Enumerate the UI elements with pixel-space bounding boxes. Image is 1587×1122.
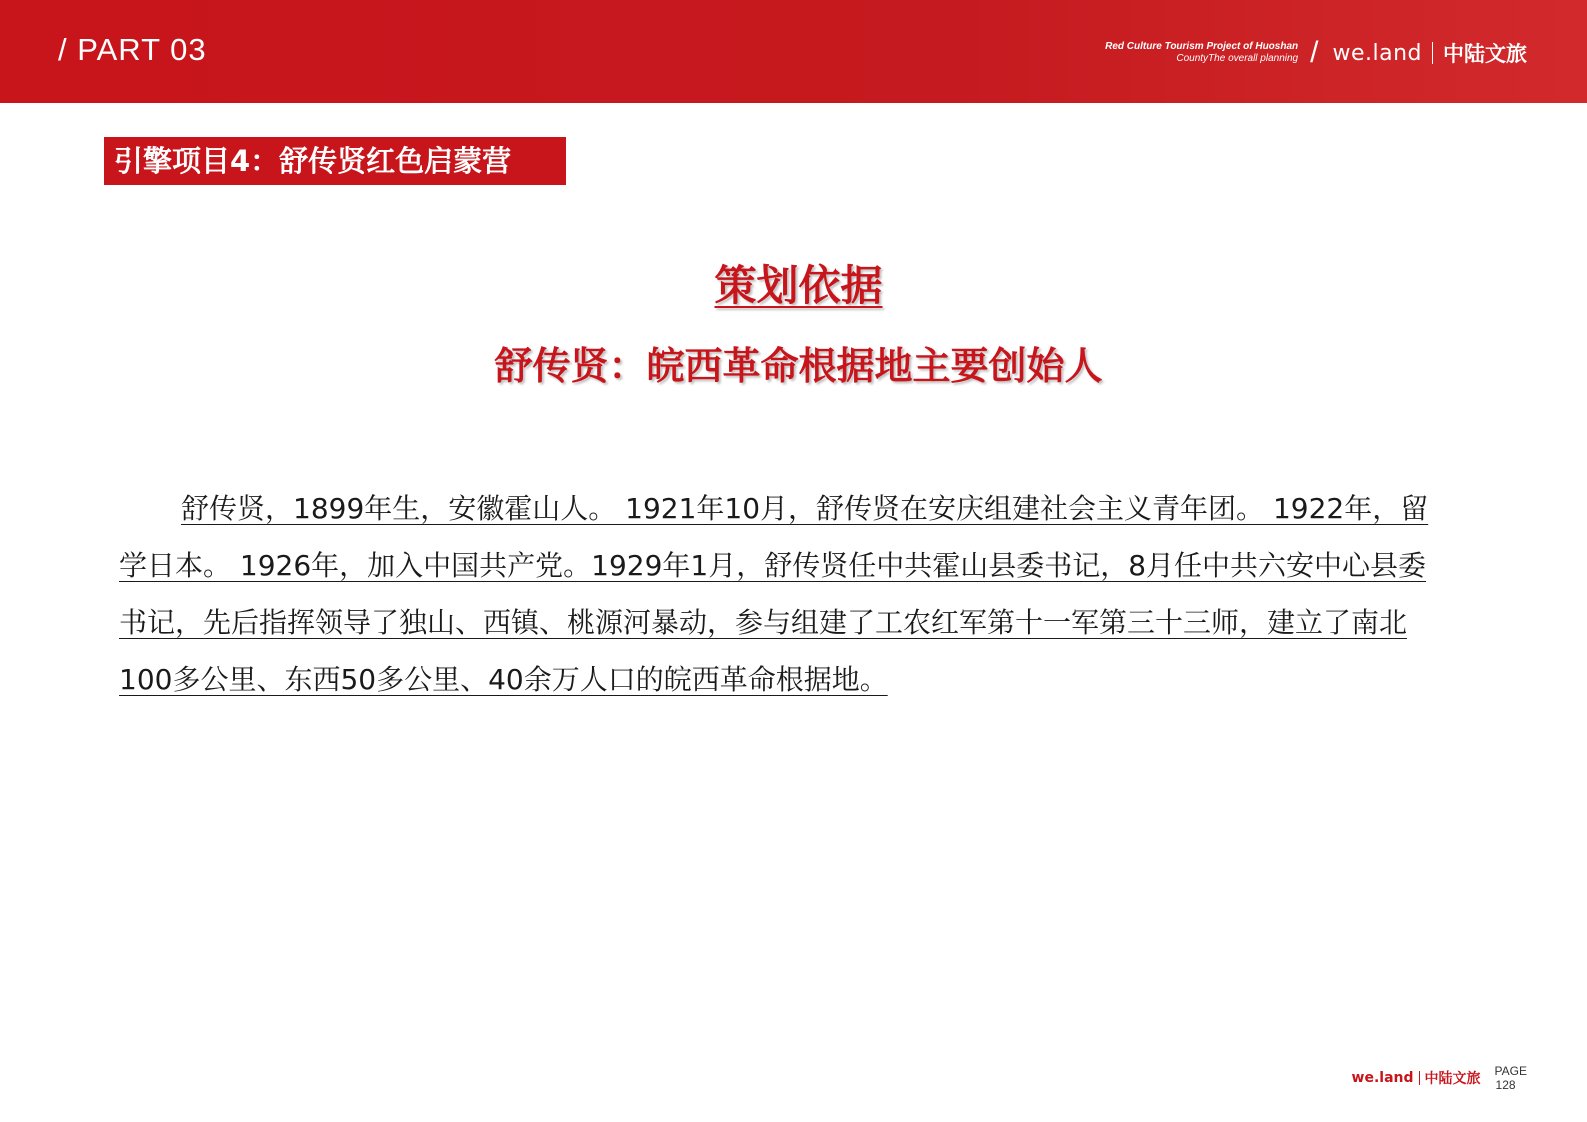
header-bar [0,0,1587,103]
header-branding [1105,28,1527,78]
page-subtitle: 舒传贤：皖西革命根据地主要创始人 [494,344,1103,388]
body-paragraph: 舒传贤，1899年生，安徽霍山人。 1921年10月，舒传贤在安庆组建社会主义青年团。 1922年，留学日本。 1926年，加入中国共产党。1929年1月，舒传贤任中共霍山县委书记，8月任中共六安中心县委书记，先后指挥领导了独山、西镇、桃源河暴动，参与组建了工农红军第十一军第三十三师，建立了南北100多公里、东西50多公里、40余万人口的皖西革命根据地。 [119,492,1429,696]
brand-logo-en: we.land [1332,40,1422,66]
footer-separator [1419,1071,1420,1085]
page-title: 策划依据 [714,261,883,310]
header-divider: / [1310,36,1319,69]
project-caption [1105,41,1298,65]
footer-logo-cn: 中陆文旅 [1424,1071,1481,1087]
part-label: / PART 03 [58,32,207,67]
project-caption-line2: CountyThe overall planning [1176,53,1299,64]
footer [1352,1064,1527,1092]
page-label: PAGE [1494,1064,1527,1078]
page-indicator [1495,1064,1527,1092]
project-caption-line1: Red Culture Tourism Project of Huoshan [1105,41,1299,52]
brand-separator [1432,42,1433,64]
page-number: 128 [1495,1078,1516,1092]
footer-logo-en: we.land [1351,1070,1414,1086]
section-tag: 引擎项目4：舒传贤红色启蒙营 [104,137,566,185]
brand-logo-cn: 中陆文旅 [1443,42,1527,66]
